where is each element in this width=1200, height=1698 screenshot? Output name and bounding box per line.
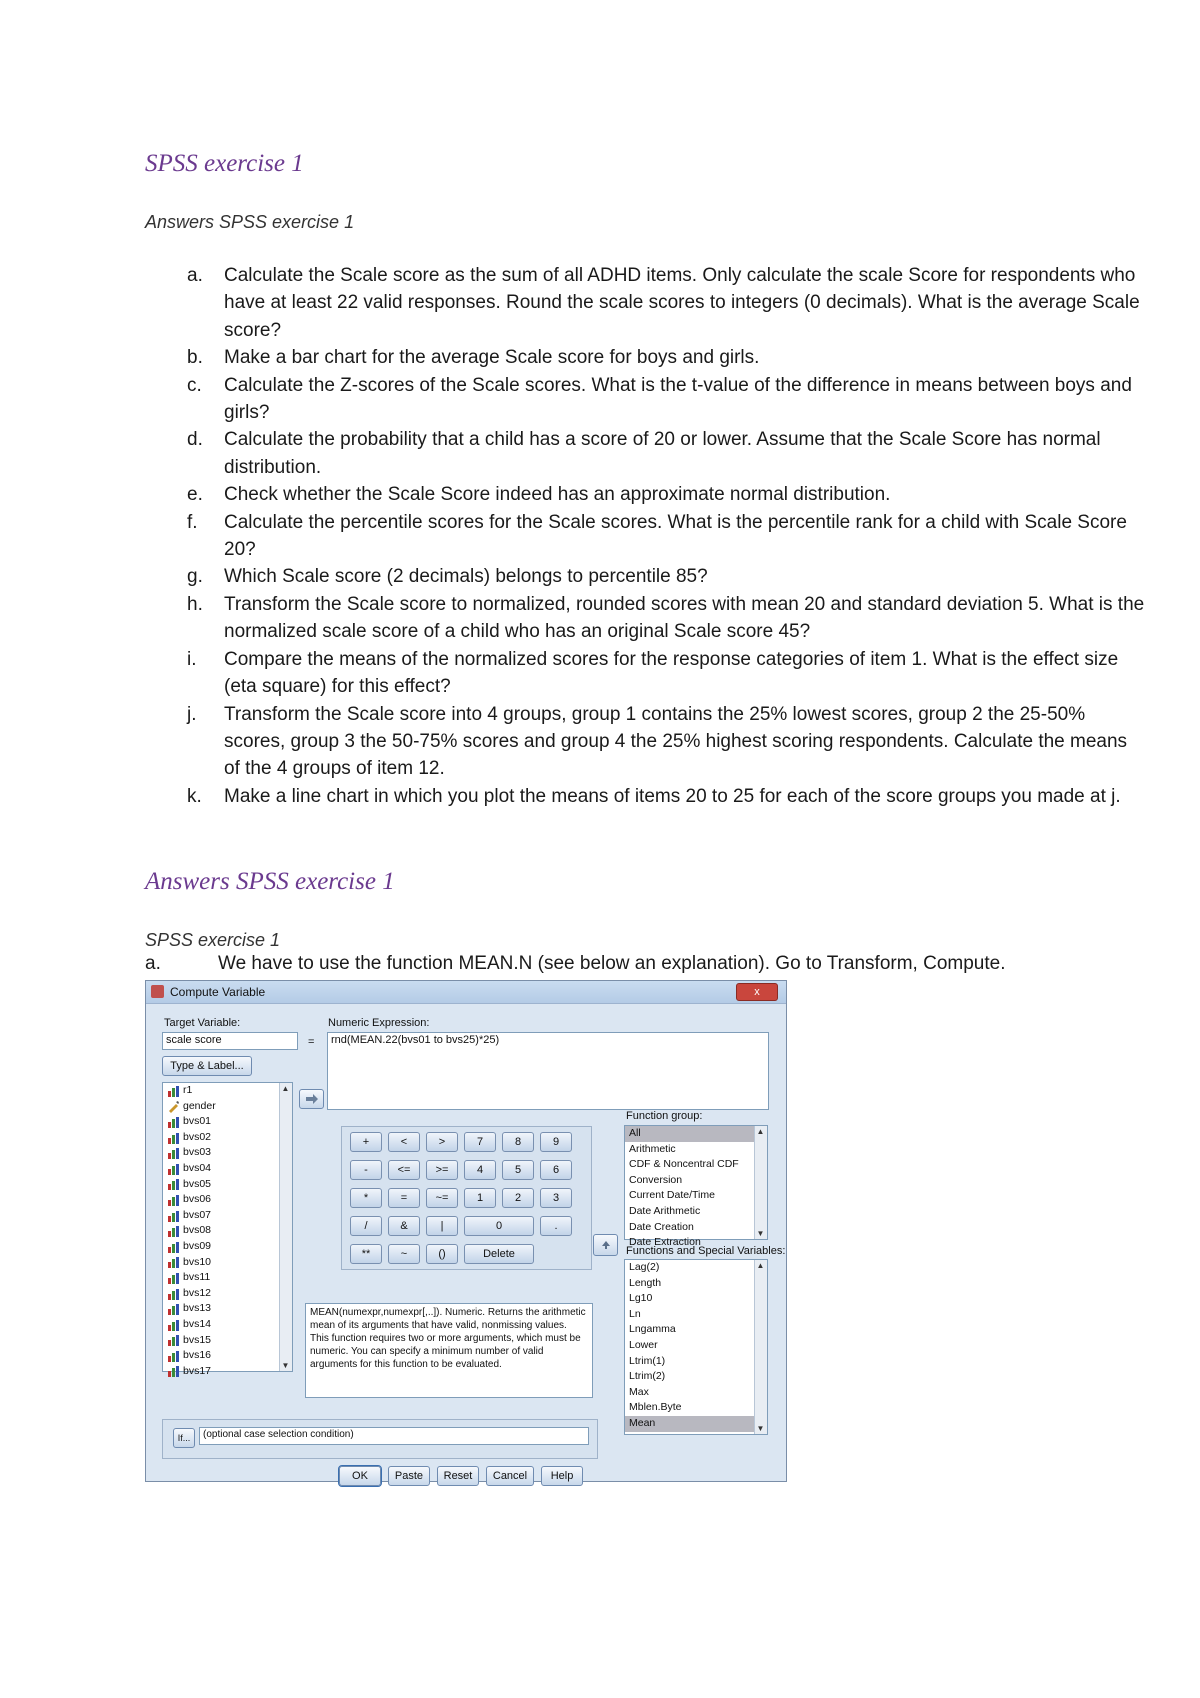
question-text: Transform the Scale score to normalized, rounded scores with mean 20 and standard deviation 5. What is the normalized scale score of a child who has an original Scale score 45? xyxy=(224,593,1145,643)
help-button[interactable]: Help xyxy=(541,1466,583,1486)
variable-name: bvs08 xyxy=(183,1224,212,1237)
functions-label: Functions and Special Variables: xyxy=(626,1245,786,1257)
function-group-item[interactable]: Arithmetic xyxy=(629,1142,676,1155)
variable-item[interactable] xyxy=(163,1223,292,1239)
answers-subtitle: SPSS exercise 1 xyxy=(145,930,281,950)
question-letter: a. xyxy=(187,265,203,286)
variable-name: bvs02 xyxy=(183,1130,212,1143)
question-item xyxy=(145,591,1145,646)
keypad-key[interactable]: 1 xyxy=(464,1188,496,1208)
question-item xyxy=(145,701,1145,783)
scale-variable-icon xyxy=(167,1178,180,1190)
variable-name: bvs04 xyxy=(183,1161,212,1174)
scale-variable-icon xyxy=(167,1147,180,1159)
variable-name: bvs07 xyxy=(183,1208,212,1221)
variable-item[interactable] xyxy=(163,1145,292,1161)
variable-item[interactable] xyxy=(163,1255,292,1271)
scroll-up-icon[interactable]: ▲ xyxy=(756,1127,765,1136)
target-variable-input[interactable]: scale score xyxy=(162,1032,298,1050)
function-group-item[interactable]: Date Extraction xyxy=(629,1236,701,1249)
question-item xyxy=(145,646,1145,701)
question-text: Calculate the Z-scores of the Scale scores. What is the t-value of the difference in means between boys and girls? xyxy=(224,374,1132,424)
numeric-expression-label: Numeric Expression: xyxy=(328,1017,430,1029)
paste-button[interactable]: Paste xyxy=(388,1466,430,1486)
function-group-item[interactable]: CDF & Noncentral CDF xyxy=(629,1158,739,1171)
variable-item[interactable] xyxy=(163,1286,292,1302)
arrow-right-icon xyxy=(305,1094,319,1104)
function-group-item[interactable]: Date Creation xyxy=(629,1220,694,1233)
keypad-key[interactable]: 0 xyxy=(464,1216,534,1236)
scale-variable-icon xyxy=(167,1225,180,1237)
keypad-key[interactable]: = xyxy=(388,1188,420,1208)
scale-variable-icon xyxy=(167,1256,180,1268)
function-item[interactable]: Lower xyxy=(629,1338,658,1351)
question-item xyxy=(145,481,1145,508)
scale-variable-icon xyxy=(167,1085,180,1097)
case-condition-input[interactable]: (optional case selection condition) xyxy=(199,1427,589,1445)
variable-item[interactable] xyxy=(163,1161,292,1177)
function-item[interactable]: Ltrim(1) xyxy=(629,1354,666,1367)
variable-name: bvs03 xyxy=(183,1146,212,1159)
question-item xyxy=(145,372,1145,427)
keypad-key[interactable]: 8 xyxy=(502,1132,534,1152)
keypad-key[interactable]: 7 xyxy=(464,1132,496,1152)
if-button[interactable] xyxy=(173,1428,195,1448)
spss-app-icon xyxy=(151,985,164,998)
keypad-key[interactable]: > xyxy=(426,1132,458,1152)
question-letter: b. xyxy=(187,347,203,369)
scale-variable-icon xyxy=(167,1163,180,1175)
variable-item[interactable] xyxy=(163,1301,292,1317)
question-text: Compare the means of the normalized scores for the response categories of item 1. What is the effect size (eta square) for this effect? xyxy=(224,648,1119,698)
function-group-item[interactable]: Current Date/Time xyxy=(629,1189,715,1202)
question-item xyxy=(145,783,1145,810)
variable-item[interactable] xyxy=(163,1177,292,1193)
function-item[interactable]: Lngamma xyxy=(629,1323,676,1336)
variable-item[interactable] xyxy=(163,1333,292,1349)
scale-variable-icon xyxy=(167,1365,180,1377)
variable-item[interactable] xyxy=(163,1239,292,1255)
keypad-key[interactable]: * xyxy=(350,1188,382,1208)
scroll-down-icon[interactable]: ▼ xyxy=(756,1424,765,1433)
keypad-key[interactable]: ** xyxy=(350,1244,382,1264)
scroll-up-icon[interactable]: ▲ xyxy=(756,1261,765,1270)
reset-button[interactable]: Reset xyxy=(437,1466,479,1486)
keypad-key[interactable]: 2 xyxy=(502,1188,534,1208)
calculator-keypad xyxy=(341,1126,592,1270)
variable-name: bvs11 xyxy=(183,1271,211,1284)
question-item xyxy=(145,344,1145,371)
question-letter: f. xyxy=(187,511,198,533)
variable-item[interactable] xyxy=(163,1348,292,1364)
question-item xyxy=(145,509,1145,564)
if-button-label: If... xyxy=(177,1433,191,1443)
question-text: Check whether the Scale Score indeed has an approximate normal distribution. xyxy=(224,484,891,506)
scale-variable-icon xyxy=(167,1350,180,1362)
dialog-title-bar xyxy=(146,981,786,1004)
function-item[interactable]: Length xyxy=(629,1276,662,1289)
keypad-key[interactable]: ~ xyxy=(388,1244,420,1264)
scale-variable-icon xyxy=(167,1319,180,1331)
variable-name: gender xyxy=(183,1099,216,1112)
function-group-item[interactable]: All xyxy=(625,1126,767,1142)
variable-item[interactable] xyxy=(163,1208,292,1224)
keypad-key[interactable]: >= xyxy=(426,1160,458,1180)
scroll-up-icon[interactable]: ▲ xyxy=(281,1084,290,1093)
question-letter: j. xyxy=(187,703,197,725)
scale-variable-icon xyxy=(167,1272,180,1284)
keypad-key[interactable]: / xyxy=(350,1216,382,1236)
variable-name: bvs12 xyxy=(183,1286,212,1299)
nominal-variable-icon xyxy=(167,1100,180,1112)
scale-variable-icon xyxy=(167,1132,180,1144)
question-item xyxy=(145,563,1145,590)
scale-variable-icon xyxy=(167,1194,180,1206)
type-label-button[interactable]: Type & Label... xyxy=(162,1056,252,1076)
function-item[interactable]: Max xyxy=(629,1385,649,1398)
function-group-label: Function group: xyxy=(626,1110,703,1122)
variable-name: bvs17 xyxy=(183,1364,212,1377)
keypad-key[interactable]: 9 xyxy=(540,1132,572,1152)
variable-list[interactable] xyxy=(162,1082,293,1377)
keypad-key[interactable]: < xyxy=(388,1132,420,1152)
scale-variable-icon xyxy=(167,1303,180,1315)
question-text: Make a bar chart for the average Scale score for boys and girls. xyxy=(224,347,760,369)
dialog-title: Compute Variable xyxy=(170,985,266,999)
variable-name: bvs05 xyxy=(183,1177,212,1190)
keypad-key[interactable]: . xyxy=(540,1216,572,1236)
question-text: Calculate the Scale score as the sum of all ADHD items. Only calculate the scale Score for respondents who have at least 22 valid responses. Round the scale scores to integers (0 decimals). What is the average Scale score? xyxy=(224,265,1140,341)
function-group-item[interactable]: Date Arithmetic xyxy=(629,1204,701,1217)
functions-scrollbar[interactable] xyxy=(754,1260,767,1434)
question-text: Which Scale score (2 decimals) belongs to percentile 85? xyxy=(224,566,708,588)
question-letter: i. xyxy=(187,648,197,670)
compute-variable-dialog xyxy=(145,980,787,1482)
question-text: Transform the Scale score into 4 groups, group 1 contains the 25% lowest scores, group 2 the 25-50% scores, group 3 the 50-75% scores and group 4 the 25% highest scoring respondents. Calculate the means of the 4 groups of item 12. xyxy=(224,703,1128,780)
equals-sign: = xyxy=(308,1036,315,1048)
variable-name: r1 xyxy=(183,1084,193,1096)
variable-name: bvs15 xyxy=(183,1333,212,1346)
question-text: Make a line chart in which you plot the means of items 20 to 25 for each of the score groups you made at j. xyxy=(224,785,1121,807)
question-item xyxy=(145,262,1145,344)
ok-button[interactable]: OK xyxy=(339,1466,381,1486)
function-item[interactable]: Ln xyxy=(629,1307,641,1320)
numeric-expression-input[interactable]: rnd(MEAN.22(bvs01 to bvs25)*25) xyxy=(327,1032,769,1110)
answer-a-letter: a. xyxy=(145,953,161,974)
case-selection-panel xyxy=(162,1419,598,1459)
keypad-key[interactable]: () xyxy=(426,1244,458,1264)
variable-item[interactable] xyxy=(163,1270,292,1286)
function-item[interactable]: Lg10 xyxy=(629,1292,653,1305)
scale-variable-icon xyxy=(167,1334,180,1346)
function-group-scrollbar[interactable] xyxy=(754,1126,767,1239)
document-subtitle: Answers SPSS exercise 1 xyxy=(145,212,355,232)
keypad-key[interactable]: ~= xyxy=(426,1188,458,1208)
function-item[interactable]: Ltrim(2) xyxy=(629,1370,666,1383)
function-item[interactable]: Lag(2) xyxy=(629,1261,660,1273)
keypad-key[interactable]: 5 xyxy=(502,1160,534,1180)
question-letter: g. xyxy=(187,566,203,588)
cancel-button[interactable]: Cancel xyxy=(486,1466,534,1486)
variable-name: bvs01 xyxy=(183,1115,212,1128)
scroll-down-icon[interactable]: ▼ xyxy=(281,1361,290,1370)
variable-name: bvs06 xyxy=(183,1193,212,1206)
function-item[interactable]: Mean xyxy=(625,1416,767,1432)
question-text: Calculate the probability that a child has a score of 20 or lower. Assume that the Scale Score has normal distribution. xyxy=(224,429,1101,478)
scale-variable-icon xyxy=(167,1288,180,1300)
variable-item[interactable] xyxy=(163,1099,292,1115)
variable-name: bvs13 xyxy=(183,1302,212,1315)
keypad-key[interactable]: Delete xyxy=(464,1244,534,1264)
move-variable-button[interactable] xyxy=(299,1089,324,1109)
question-letter: e. xyxy=(187,484,203,506)
variable-name: bvs10 xyxy=(183,1255,212,1268)
question-text: Calculate the percentile scores for the Scale scores. What is the percentile rank for a child with Scale Score 20? xyxy=(224,511,1127,561)
close-button[interactable]: x xyxy=(736,983,778,1001)
scroll-down-icon[interactable]: ▼ xyxy=(756,1229,765,1238)
keypad-key[interactable]: - xyxy=(350,1160,382,1180)
question-letter: d. xyxy=(187,429,203,451)
scale-variable-icon xyxy=(167,1241,180,1253)
question-item xyxy=(145,426,1145,481)
function-group-list[interactable] xyxy=(624,1125,768,1249)
keypad-key[interactable]: & xyxy=(388,1216,420,1236)
question-list xyxy=(145,262,1145,810)
keypad-key[interactable]: 4 xyxy=(464,1160,496,1180)
question-letter: c. xyxy=(187,374,202,396)
function-group-item[interactable]: Conversion xyxy=(629,1173,683,1186)
variable-item[interactable] xyxy=(163,1192,292,1208)
keypad-key[interactable]: | xyxy=(426,1216,458,1236)
function-description: MEAN(numexpr,numexpr[,..]). Numeric. Returns the arithmetic mean of its arguments that have valid, nonmissing values. This function requires two or more arguments, which must be numeric. You can specify a minimum number of valid arguments for this function to be evaluated. xyxy=(305,1303,593,1398)
keypad-key[interactable]: 3 xyxy=(540,1188,572,1208)
answer-a-text: We have to use the function MEAN.N (see below an explanation). Go to Transform, Compute. xyxy=(218,953,1006,974)
variable-item[interactable] xyxy=(163,1364,292,1380)
scale-variable-icon xyxy=(167,1116,180,1128)
variable-item[interactable] xyxy=(163,1083,292,1099)
document-title: SPSS exercise 1 xyxy=(145,150,304,177)
arrow-up-icon xyxy=(601,1240,611,1250)
question-letter: h. xyxy=(187,593,203,615)
functions-list[interactable] xyxy=(624,1259,768,1435)
keypad-key[interactable]: <= xyxy=(388,1160,420,1180)
variable-item[interactable] xyxy=(163,1317,292,1333)
variable-list-scrollbar[interactable] xyxy=(279,1083,292,1371)
keypad-key[interactable]: + xyxy=(350,1132,382,1152)
variable-name: bvs14 xyxy=(183,1317,212,1330)
scale-variable-icon xyxy=(167,1210,180,1222)
keypad-key[interactable]: 6 xyxy=(540,1160,572,1180)
scroll-function-up-button[interactable] xyxy=(593,1234,618,1256)
question-letter: k. xyxy=(187,785,202,807)
variable-name: bvs16 xyxy=(183,1349,212,1362)
variable-item[interactable] xyxy=(163,1130,292,1146)
variable-item[interactable] xyxy=(163,1114,292,1130)
answers-title: Answers SPSS exercise 1 xyxy=(145,868,395,895)
target-variable-label: Target Variable: xyxy=(164,1017,241,1029)
function-item[interactable]: Mblen.Byte xyxy=(629,1401,682,1414)
variable-name: bvs09 xyxy=(183,1239,212,1252)
